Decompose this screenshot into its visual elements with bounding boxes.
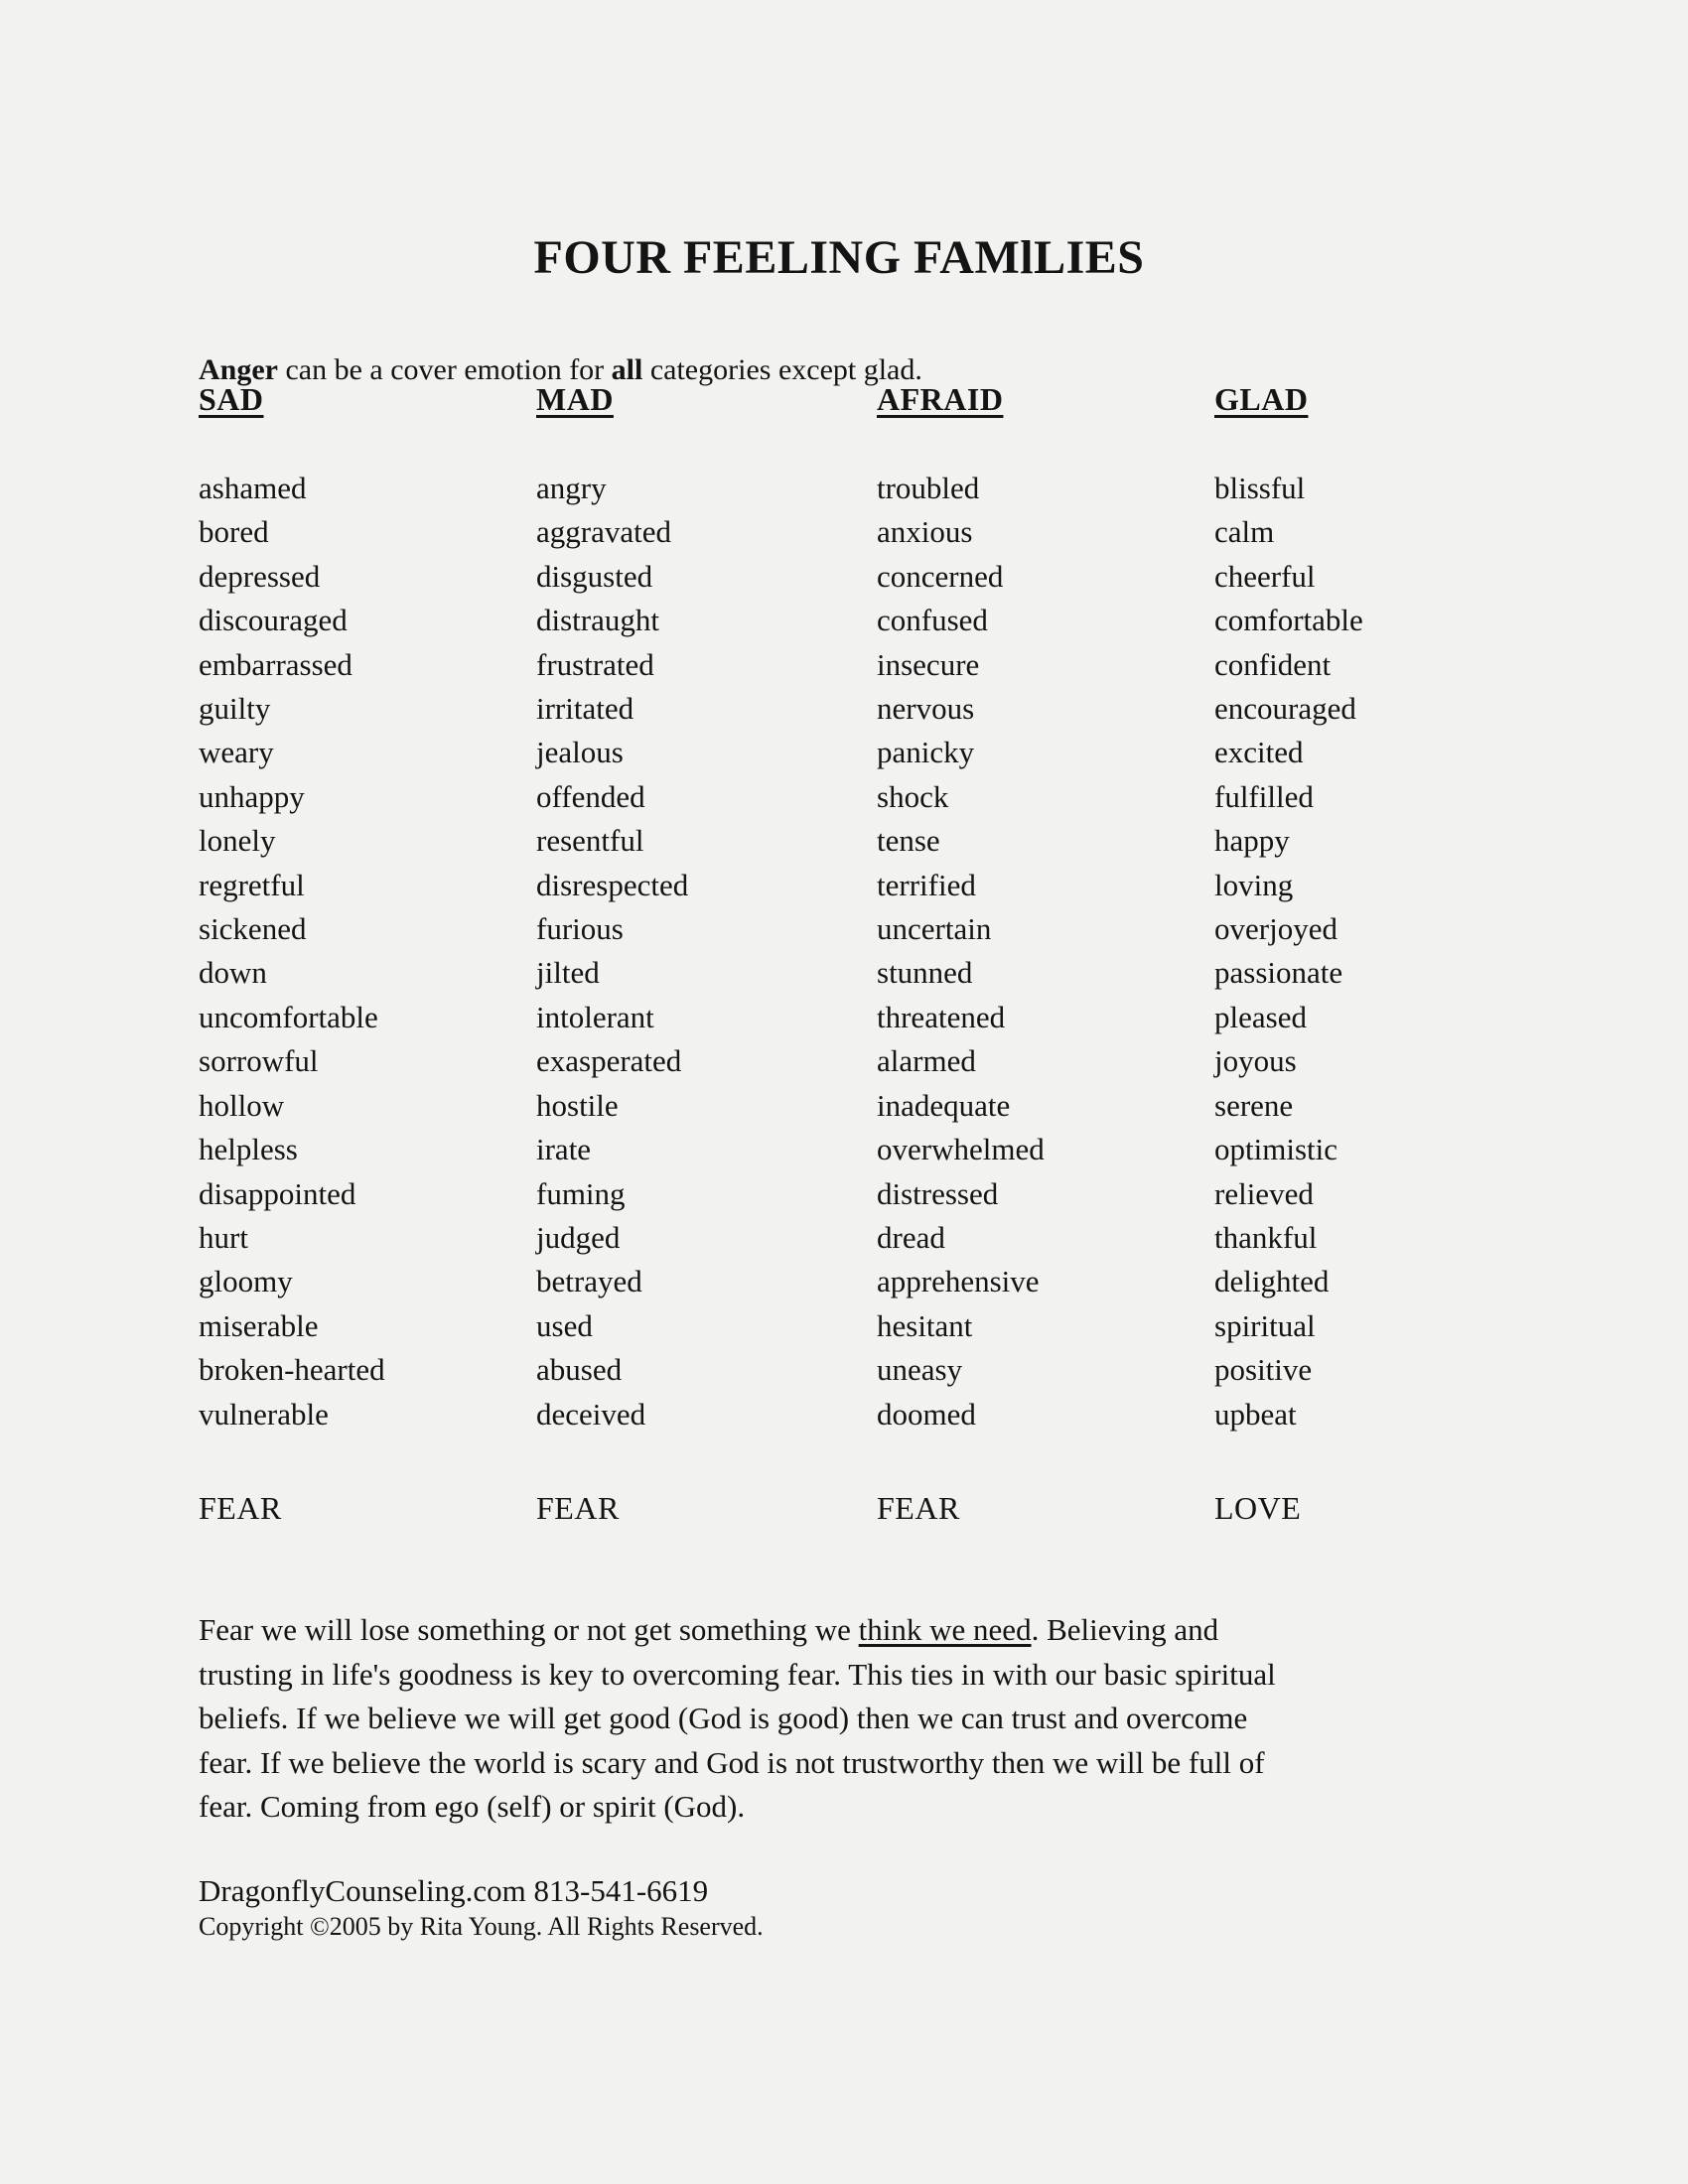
feeling-word: upbeat <box>1214 1396 1297 1432</box>
feeling-word: pleased <box>1214 999 1307 1034</box>
feeling-word: exasperated <box>536 1043 682 1079</box>
underlined-phrase: think we need <box>858 1612 1032 1647</box>
feeling-word: vulnerable <box>199 1396 329 1432</box>
column-header-glad: GLAD <box>1214 381 1309 417</box>
paragraph-line-4: fear. If we believe the world is scary and God is not trustworthy then we will be full of <box>199 1744 1265 1780</box>
feeling-word: positive <box>1214 1352 1313 1388</box>
copyright-notice: Copyright ©2005 by Rita Young. All Rights Reserved. <box>199 1912 764 1941</box>
feeling-word: doomed <box>877 1396 976 1432</box>
feeling-word: disrespected <box>536 867 689 902</box>
feeling-word: uncertain <box>877 911 992 947</box>
feeling-word: distressed <box>877 1175 999 1211</box>
feeling-word: delighted <box>1214 1264 1330 1299</box>
intro-text-middle: can be a cover emotion for <box>277 353 612 386</box>
column-header-mad: MAD <box>536 381 614 417</box>
feelings-list-glad <box>1214 467 1542 1436</box>
feeling-word: aggravated <box>536 514 671 550</box>
feeling-word: broken-hearted <box>199 1352 385 1388</box>
feeling-word: embarrassed <box>199 646 352 682</box>
feeling-word: fulfilled <box>1214 778 1314 814</box>
feeling-word: hostile <box>536 1087 619 1123</box>
feeling-word: lonely <box>199 823 276 859</box>
feeling-word: concerned <box>877 558 1004 594</box>
feeling-word: discouraged <box>199 603 348 638</box>
feeling-word: overjoyed <box>1214 911 1337 947</box>
feeling-word: excited <box>1214 735 1304 770</box>
feeling-word: inadequate <box>877 1087 1011 1123</box>
feeling-word: irritated <box>536 691 634 727</box>
feeling-word: ashamed <box>199 471 307 505</box>
feelings-list-afraid <box>877 467 1204 1436</box>
feeling-word: shock <box>877 778 949 814</box>
paragraph-line-1 <box>199 1608 1589 1653</box>
feeling-word: hesitant <box>877 1307 973 1343</box>
feeling-word: troubled <box>877 471 980 505</box>
contact-info: DragonflyCounseling.com 813-541-6619 <box>199 1873 709 1908</box>
feeling-word: sorrowful <box>199 1043 319 1079</box>
feeling-word: intolerant <box>536 999 654 1034</box>
feeling-word: offended <box>536 778 645 814</box>
feeling-word: regretful <box>199 867 305 902</box>
page-footer <box>199 1872 764 1943</box>
feeling-word: jealous <box>536 735 624 770</box>
feeling-word: loving <box>1214 867 1294 902</box>
column-afraid <box>877 379 1204 1530</box>
feeling-word: down <box>199 955 267 991</box>
paragraph-line-5: fear. Coming from ego (self) or spirit (God). <box>199 1789 746 1824</box>
column-header-afraid: AFRAID <box>877 381 1004 417</box>
feeling-word: overwhelmed <box>877 1132 1045 1167</box>
feeling-word: fuming <box>536 1175 626 1211</box>
feelings-list-sad <box>199 467 526 1436</box>
feeling-word: abused <box>536 1352 623 1388</box>
paragraph-line-2: trusting in life's goodness is key to overcoming fear. This ties in with our basic spiritual <box>199 1656 1276 1692</box>
feeling-word: thankful <box>1214 1219 1318 1255</box>
feeling-word: deceived <box>536 1396 646 1432</box>
feeling-word: relieved <box>1214 1175 1314 1211</box>
feeling-word: joyous <box>1214 1043 1297 1079</box>
feeling-word: frustrated <box>536 646 654 682</box>
feeling-word: hurt <box>199 1219 248 1255</box>
feeling-word: weary <box>199 735 274 770</box>
feeling-word: anxious <box>877 514 973 550</box>
feeling-word: disgusted <box>536 558 653 594</box>
feeling-word: cheerful <box>1214 558 1316 594</box>
feeling-word: irate <box>536 1132 592 1167</box>
feeling-word: bored <box>199 514 269 550</box>
intro-bold-all: all <box>611 353 643 386</box>
feeling-word: encouraged <box>1214 691 1356 727</box>
root-feeling-glad: LOVE <box>1214 1489 1302 1526</box>
column-glad <box>1214 379 1542 1530</box>
feeling-word: nervous <box>877 691 975 727</box>
feeling-word: terrified <box>877 867 976 902</box>
feeling-word: helpless <box>199 1132 298 1167</box>
paragraph-text: . Believing and <box>1031 1612 1219 1647</box>
feeling-word: hollow <box>199 1087 285 1123</box>
feeling-word: confident <box>1214 646 1332 682</box>
feeling-word: jilted <box>536 955 600 991</box>
feeling-word: used <box>536 1307 593 1343</box>
column-header-sad: SAD <box>199 381 264 417</box>
feeling-word: distraught <box>536 603 659 638</box>
feeling-word: happy <box>1214 823 1290 859</box>
feeling-word: angry <box>536 471 607 505</box>
feeling-word: serene <box>1214 1087 1294 1123</box>
feeling-word: alarmed <box>877 1043 976 1079</box>
root-feeling-afraid: FEAR <box>877 1489 960 1526</box>
root-feeling-mad: FEAR <box>536 1489 620 1526</box>
fear-paragraph <box>199 1608 1589 1830</box>
feeling-word: panicky <box>877 735 975 770</box>
feeling-word: guilty <box>199 691 271 727</box>
page-title: FOUR FEELING FAMlLIES <box>533 231 1145 285</box>
intro-text-end: categories except glad. <box>642 353 922 386</box>
paragraph-text: Fear we will lose something or not get something we <box>199 1612 859 1647</box>
column-sad <box>199 379 526 1530</box>
feeling-word: depressed <box>199 558 321 594</box>
feeling-word: resentful <box>536 823 644 859</box>
feeling-word: dread <box>877 1219 945 1255</box>
feeling-word: confused <box>877 603 988 638</box>
feeling-word: apprehensive <box>877 1264 1040 1299</box>
feeling-word: passionate <box>1214 955 1343 991</box>
intro-bold-anger: Anger <box>199 353 278 386</box>
root-feeling-sad: FEAR <box>199 1489 282 1526</box>
feeling-word: stunned <box>877 955 973 991</box>
feeling-word: miserable <box>199 1307 319 1343</box>
feeling-word: judged <box>536 1219 621 1255</box>
paragraph-line-3: beliefs. If we believe we will get good (God is good) then we can trust and overcome <box>199 1701 1248 1735</box>
feeling-word: gloomy <box>199 1264 293 1299</box>
feeling-word: spiritual <box>1214 1307 1316 1343</box>
feeling-word: unhappy <box>199 778 305 814</box>
feeling-word: calm <box>1214 514 1275 550</box>
feeling-word: sickened <box>199 911 307 947</box>
feeling-word: threatened <box>877 999 1006 1034</box>
feeling-word: uneasy <box>877 1352 963 1388</box>
feeling-word: comfortable <box>1214 603 1363 638</box>
feeling-word: disappointed <box>199 1175 356 1211</box>
feeling-word: furious <box>536 911 624 947</box>
feeling-word: blissful <box>1214 471 1306 505</box>
feeling-word: optimistic <box>1214 1132 1337 1167</box>
feeling-word: uncomfortable <box>199 999 378 1034</box>
column-mad <box>536 379 864 1530</box>
feeling-word: tense <box>877 823 940 859</box>
feeling-word: betrayed <box>536 1264 642 1299</box>
feeling-word: insecure <box>877 646 980 682</box>
feelings-list-mad <box>536 467 864 1436</box>
